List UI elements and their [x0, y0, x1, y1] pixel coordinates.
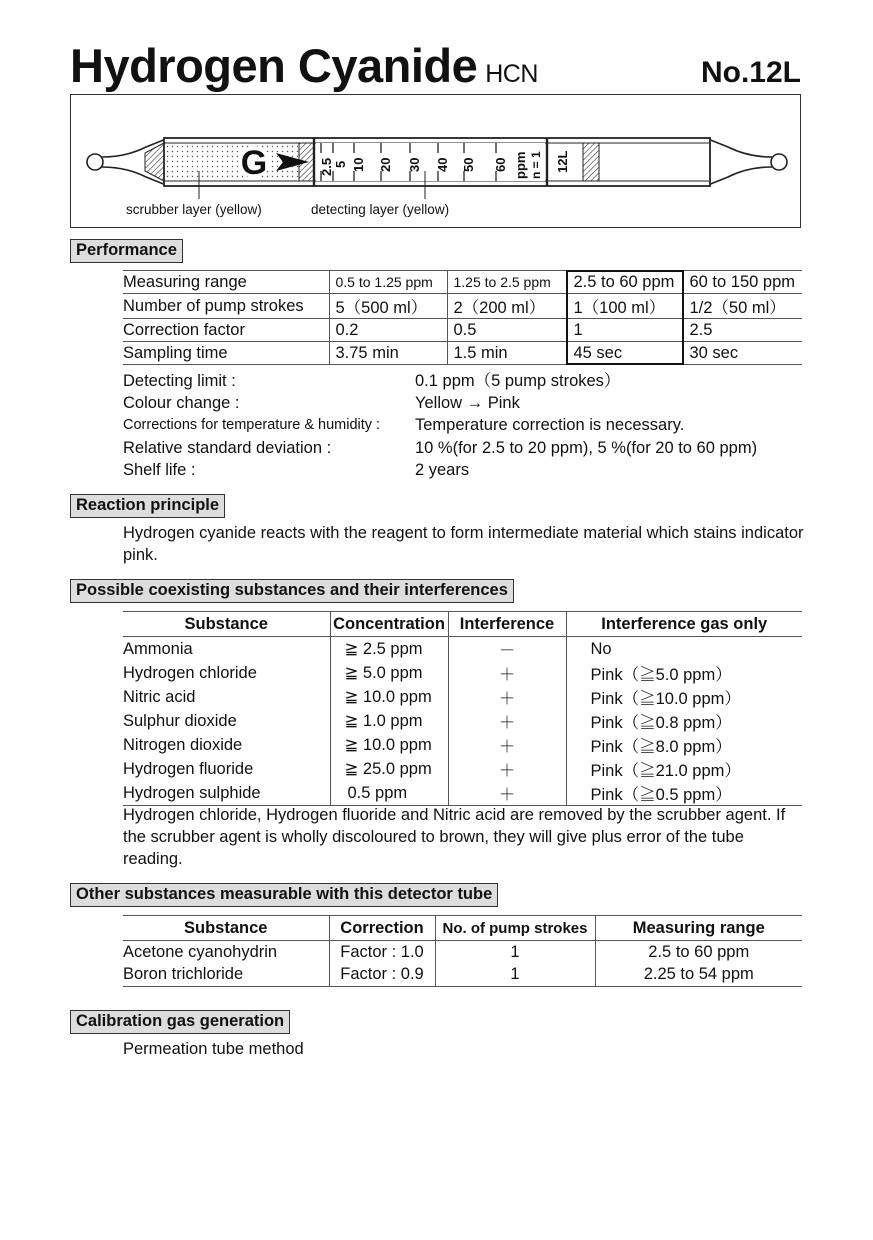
section-heading-reaction: Reaction principle — [70, 494, 225, 518]
cell: Factor : 1.0 — [329, 941, 435, 964]
interferences-table — [123, 611, 802, 806]
cell: 1（100 ml） — [567, 294, 683, 319]
spec-label: Shelf life : — [123, 461, 196, 479]
cell: 5（500 ml） — [329, 294, 447, 319]
table-header-row — [123, 916, 802, 941]
cell: Boron trichloride — [123, 964, 329, 987]
spec-label: Relative standard deviation : — [123, 439, 332, 457]
column-header: No. of pump strokes — [435, 916, 595, 941]
cell: Sampling time — [123, 342, 329, 365]
cell: Pink（≧10.0 ppm） — [566, 685, 802, 709]
cell: Hydrogen fluoride — [123, 759, 254, 778]
cell: Sulphur dioxide — [123, 711, 237, 730]
chemical-formula: HCN — [485, 60, 538, 88]
logo-g: G — [240, 144, 268, 182]
cell: Hydrogen chloride — [123, 663, 257, 682]
cell: ＋ — [448, 709, 566, 733]
calibration-text: Permeation tube method — [123, 1040, 304, 1058]
section-heading-calibration: Calibration gas generation — [70, 1010, 290, 1034]
cell: 2.5 to 60 ppm — [595, 941, 802, 964]
cell: ＋ — [448, 733, 566, 757]
interferences-note: Hydrogen chloride, Hydrogen fluoride and Nitric acid are removed by the scrubber agent. If the scrubber agent is wholly discoloured to brown, they will give plus error of the tube reading. — [123, 806, 786, 868]
column-header: Substance — [123, 612, 330, 637]
tube-code: 12L — [555, 150, 570, 173]
table-row — [123, 271, 802, 294]
scale-label: 30 — [407, 157, 422, 172]
cell: 45 sec — [567, 342, 683, 365]
cell: ＋ — [448, 781, 566, 806]
table-row — [123, 294, 802, 319]
cell: 1.5 min — [447, 342, 567, 365]
spec-value: Temperature correction is necessary. — [415, 416, 685, 434]
cell: ＋ — [448, 685, 566, 709]
cell: Pink（≧0.5 ppm） — [566, 781, 802, 806]
table-header-row — [123, 612, 802, 637]
unit-label: ppm — [513, 151, 528, 179]
table-row — [123, 661, 802, 685]
cell: Correction factor — [123, 319, 329, 342]
table-row — [123, 342, 802, 365]
cell: 1 — [435, 941, 595, 964]
scale-label: 10 — [351, 157, 366, 172]
detector-tube-illustration — [71, 95, 802, 229]
cell: ≧ 25.0 ppm — [330, 757, 448, 781]
section-heading-performance: Performance — [70, 239, 183, 263]
scale-label: 5 — [333, 160, 348, 168]
spec-value: 10 %(for 2.5 to 20 ppm), 5 %(for 20 to 60 ppm) — [415, 439, 758, 457]
cell: Measuring range — [123, 271, 329, 294]
cell: Nitrogen dioxide — [123, 735, 243, 754]
tube-diagram — [70, 94, 801, 228]
scale-label: 2.5 — [319, 157, 334, 176]
column-header: Interference — [448, 612, 566, 637]
cell: Pink（≧21.0 ppm） — [566, 757, 802, 781]
column-header: Interference gas only — [566, 612, 802, 637]
scrubber-label: scrubber layer (yellow) — [126, 202, 262, 217]
other-substances-table — [123, 915, 802, 987]
n-label: n = 1 — [529, 151, 543, 179]
cell: 2.5 to 60 ppm — [567, 271, 683, 294]
cell: 1/2（50 ml） — [683, 294, 802, 319]
cell: ≧ 10.0 ppm — [330, 733, 448, 757]
cell: － — [448, 637, 566, 662]
spec-value: Yellow → Pink — [415, 394, 520, 412]
cell: Pink（≧0.8 ppm） — [566, 709, 802, 733]
cell: 0.5 ppm — [330, 781, 448, 806]
tube-number: No.12L — [700, 56, 801, 89]
title-text: Hydrogen Cyanide — [70, 39, 478, 92]
scale-label: 20 — [378, 157, 393, 172]
cell: 2.5 — [683, 319, 802, 342]
cell: 1.25 to 2.5 ppm — [447, 271, 567, 294]
table-row — [123, 733, 802, 757]
table-row — [123, 941, 802, 964]
cell: Pink（≧8.0 ppm） — [566, 733, 802, 757]
column-header: Concentration — [330, 612, 448, 637]
spec-value: 2 years — [415, 461, 470, 479]
cell: Acetone cyanohydrin — [123, 942, 278, 961]
cell: 1 — [435, 964, 595, 987]
cell: ≧ 10.0 ppm — [330, 685, 448, 709]
reaction-text: Hydrogen cyanide reacts with the reagent to form intermediate material which stains indicator pink. — [123, 524, 804, 564]
cell: ≧ 5.0 ppm — [330, 661, 448, 685]
column-header: Measuring range — [595, 916, 802, 941]
standard-range-highlight — [566, 270, 684, 365]
cell: Number of pump strokes — [123, 294, 329, 319]
cell: 30 sec — [683, 342, 802, 365]
cell: 1 — [567, 319, 683, 342]
performance-table — [123, 270, 802, 365]
section-heading-other-substances: Other substances measurable with this detector tube — [70, 883, 498, 907]
table-row — [123, 685, 802, 709]
scale-label: 60 — [493, 157, 508, 172]
table-row — [123, 319, 802, 342]
table-row — [123, 637, 802, 662]
cell: 2.25 to 54 ppm — [595, 964, 802, 987]
cell: ≧ 2.5 ppm — [330, 637, 448, 662]
cell: 0.2 — [329, 319, 447, 342]
scale-label: 50 — [461, 157, 476, 172]
table-row — [123, 781, 802, 806]
cell: 0.5 to 1.25 ppm — [329, 271, 447, 294]
cell: Factor : 0.9 — [329, 964, 435, 987]
cell: Pink（≧5.0 ppm） — [566, 661, 802, 685]
cell: ≧ 1.0 ppm — [330, 709, 448, 733]
cell: No — [566, 637, 802, 662]
column-header: Correction — [329, 916, 435, 941]
cell: ＋ — [448, 661, 566, 685]
table-row — [123, 964, 802, 987]
section-heading-interferences: Possible coexisting substances and their interferences — [70, 579, 514, 603]
page-title — [70, 38, 538, 93]
cell: Hydrogen sulphide — [123, 781, 330, 806]
column-header: Substance — [123, 916, 329, 941]
cell: 60 to 150 ppm — [683, 271, 802, 294]
scale-label: 40 — [435, 157, 450, 172]
table-row — [123, 709, 802, 733]
cell: 0.5 — [447, 319, 567, 342]
spec-label: Corrections for temperature & humidity : — [123, 417, 381, 433]
cell: ＋ — [448, 757, 566, 781]
spec-value: 0.1 ppm（5 pump strokes） — [415, 372, 621, 390]
detecting-label: detecting layer (yellow) — [311, 202, 450, 217]
cell: Ammonia — [123, 639, 193, 658]
spec-label: Colour change : — [123, 394, 240, 412]
cell: Nitric acid — [123, 687, 196, 706]
cell: 2（200 ml） — [447, 294, 567, 319]
spec-label: Detecting limit : — [123, 372, 236, 390]
cell: 3.75 min — [329, 342, 447, 365]
table-row — [123, 757, 802, 781]
